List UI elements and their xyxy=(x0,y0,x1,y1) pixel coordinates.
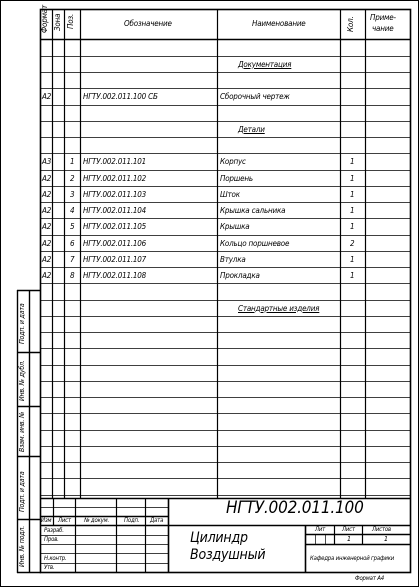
row-format: А2 xyxy=(42,254,52,264)
row-designation: НГТУ.002.011.102 xyxy=(83,173,147,183)
row-name: Прокладка xyxy=(220,271,260,280)
row-format: А2 xyxy=(42,271,52,280)
format-label: Формат А4 xyxy=(355,575,384,582)
row-format: А2 xyxy=(42,173,52,183)
label-utv: Утв. xyxy=(44,564,55,571)
col-list: Лист xyxy=(58,517,71,524)
side-label-vzam-inv: Взам. инв. № xyxy=(18,411,26,452)
row-name: Втулка xyxy=(220,254,246,264)
section-title: Стандартные изделия xyxy=(238,303,320,313)
row-pos: 4 xyxy=(70,206,75,215)
col-date: Дата xyxy=(150,517,164,524)
org-name: Кафедра инженерной графики xyxy=(310,555,395,562)
col-izm: Изм xyxy=(41,517,52,524)
row-pos: 3 xyxy=(70,189,75,199)
row-format: А2 xyxy=(42,92,52,102)
label-razrab: Разраб. xyxy=(44,527,64,534)
row-format: А2 xyxy=(42,222,52,232)
header-note-line1: Приме- xyxy=(370,13,396,22)
row-pos: 1 xyxy=(70,157,75,167)
row-designation: НГТУ.002.011.106 xyxy=(83,238,147,248)
label-lit: Лит xyxy=(315,526,326,533)
header-qty: Кол. xyxy=(346,16,355,32)
row-format: А2 xyxy=(42,206,52,215)
row-format: А3 xyxy=(42,157,52,167)
label-prov: Пров. xyxy=(44,536,59,543)
row-qty: 1 xyxy=(350,157,355,167)
row-pos: 2 xyxy=(70,173,75,183)
row-designation: НГТУ.002.011.104 xyxy=(83,206,147,215)
row-name: Поршень xyxy=(220,173,253,183)
value-listov: 1 xyxy=(384,535,388,543)
row-name: Сборочный чертеж xyxy=(220,92,290,102)
side-label-inv-dubl: Инв. № дубл. xyxy=(18,360,26,401)
header-note-line2: чание xyxy=(372,24,394,33)
value-list: 1 xyxy=(347,535,351,543)
label-list: Лист xyxy=(342,526,355,533)
row-format: А2 xyxy=(42,238,52,248)
row-designation: НГТУ.002.011.105 xyxy=(83,222,147,232)
row-qty: 1 xyxy=(350,222,355,232)
header-designation: Обозначение xyxy=(124,19,172,28)
row-name: Корпус xyxy=(220,157,246,167)
row-qty: 2 xyxy=(350,238,355,248)
row-qty: 1 xyxy=(350,173,355,183)
col-docnum: № докум. xyxy=(84,517,110,524)
row-pos: 6 xyxy=(70,238,75,248)
row-qty: 1 xyxy=(350,254,355,264)
header-pos: Поз. xyxy=(66,13,75,29)
side-label-sign-date-1: Подп. и дата xyxy=(18,303,26,344)
header-format: Формат xyxy=(40,5,49,33)
label-listov: Листов xyxy=(372,526,391,533)
row-name: Кольцо поршневое xyxy=(220,238,290,248)
label-nkontr: Н.контр. xyxy=(44,555,67,562)
header-zone: Зона xyxy=(53,13,62,31)
title-line2: Воздушный xyxy=(190,547,266,563)
row-designation: НГТУ.002.011.108 xyxy=(83,271,147,280)
row-name: Крышка xyxy=(220,222,250,232)
header-name: Наименование xyxy=(252,19,306,28)
row-designation: НГТУ.002.011.103 xyxy=(83,189,147,199)
row-pos: 8 xyxy=(70,271,75,280)
row-pos: 5 xyxy=(70,222,75,232)
section-title: Детали xyxy=(238,124,265,134)
row-format: А2 xyxy=(42,189,52,199)
row-qty: 1 xyxy=(350,189,355,199)
title-line1: Цилиндр xyxy=(190,530,248,546)
row-pos: 7 xyxy=(70,254,75,264)
row-designation: НГТУ.002.011.100 СБ xyxy=(83,92,158,102)
row-designation: НГТУ.002.011.107 xyxy=(83,254,147,264)
row-qty: 1 xyxy=(350,206,355,215)
row-name: Шток xyxy=(220,189,240,199)
section-title: Документация xyxy=(238,59,292,69)
side-label-sign-date-2: Подп. и дата xyxy=(18,471,26,512)
col-sign: Подп. xyxy=(124,517,140,524)
row-designation: НГТУ.002.011.101 xyxy=(83,157,147,167)
side-label-inv-podl: Инв. № подл. xyxy=(18,525,26,567)
doc-number: НГТУ.002.011.100 xyxy=(226,498,364,518)
row-name: Крышка сальника xyxy=(220,206,286,215)
row-qty: 1 xyxy=(350,271,355,280)
